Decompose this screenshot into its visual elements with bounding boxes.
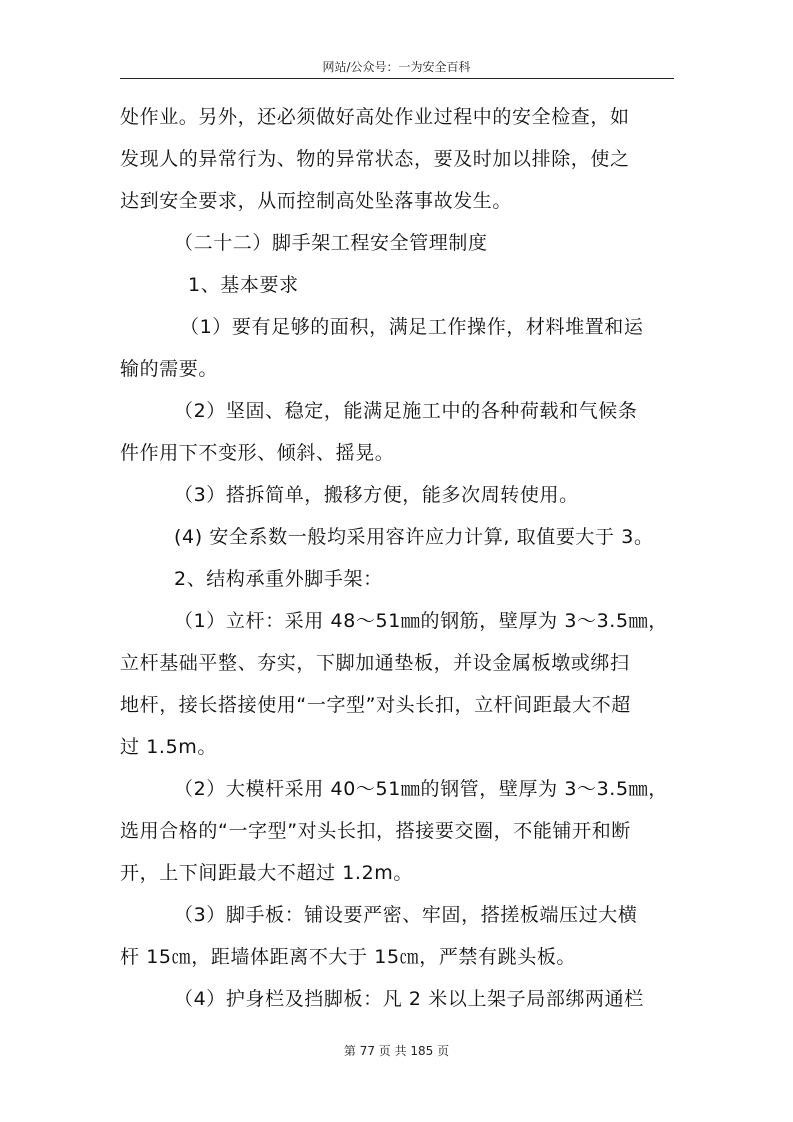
subsection-heading: 1、基本要求: [188, 274, 299, 296]
body-line: 杆 15㎝，距墙体距离不大于 15㎝，严禁有跳头板。: [120, 946, 577, 968]
document-body: [120, 96, 676, 1020]
body-line: （3）脚手板：铺设要严密、牢固，搭搓板端压过大横: [174, 904, 638, 926]
body-line: 选用合格的“一字型”对头长扣，搭接要交圈，不能铺开和断: [120, 820, 631, 842]
body-line: （1）要有足够的面积，满足工作操作，材料堆置和运: [180, 316, 644, 338]
body-line: 处作业。另外，还必须做好高处作业过程中的安全检查，如: [120, 106, 630, 128]
body-line: （2）大模杆采用 40～51㎜的钢管，壁厚为 3～3.5㎜，: [174, 778, 668, 800]
body-line: 立杆基础平整、夯实，下脚加通垫板，并设金属板墩或绑扫: [120, 652, 630, 674]
body-line: 达到安全要求，从而控制高处坠落事故发生。: [120, 190, 513, 212]
body-line: （4）护身栏及挡脚板：凡 2 米以上架子局部绑两通栏: [174, 988, 644, 1010]
page-footer: 第 77 页 共 185 页: [343, 1044, 450, 1058]
page-header: 网站/公众号：一为安全百科: [322, 60, 471, 74]
header-divider: [120, 78, 674, 79]
section-heading: （二十二）脚手架工程安全管理制度: [174, 232, 488, 254]
body-line: (4) 安全系数一般均采用容许应力计算, 取值要大于 3。: [174, 526, 654, 548]
subsection-heading: 2、结构承重外脚手架：: [174, 568, 383, 590]
body-line: 件作用下不变形、倾斜、摇晃。: [120, 442, 395, 464]
body-line: 地杆，接长搭接使用“一字型”对头长扣，立杆间距最大不超: [120, 694, 631, 716]
body-line: 过 1.5m。: [120, 736, 217, 758]
body-line: 发现人的异常行为、物的异常状态，要及时加以排除，使之: [120, 148, 630, 170]
body-line: 开，上下间距最大不超过 1.2m。: [120, 862, 413, 884]
body-line: （3）搭拆简单，搬移方便，能多次周转使用。: [174, 484, 579, 506]
body-line: （2）坚固、稳定，能满足施工中的各种荷载和气候条: [174, 400, 638, 422]
body-line: （1）立杆：采用 48～51㎜的钢筋，壁厚为 3～3.5㎜，: [174, 610, 668, 632]
body-line: 输的需要。: [120, 358, 219, 380]
